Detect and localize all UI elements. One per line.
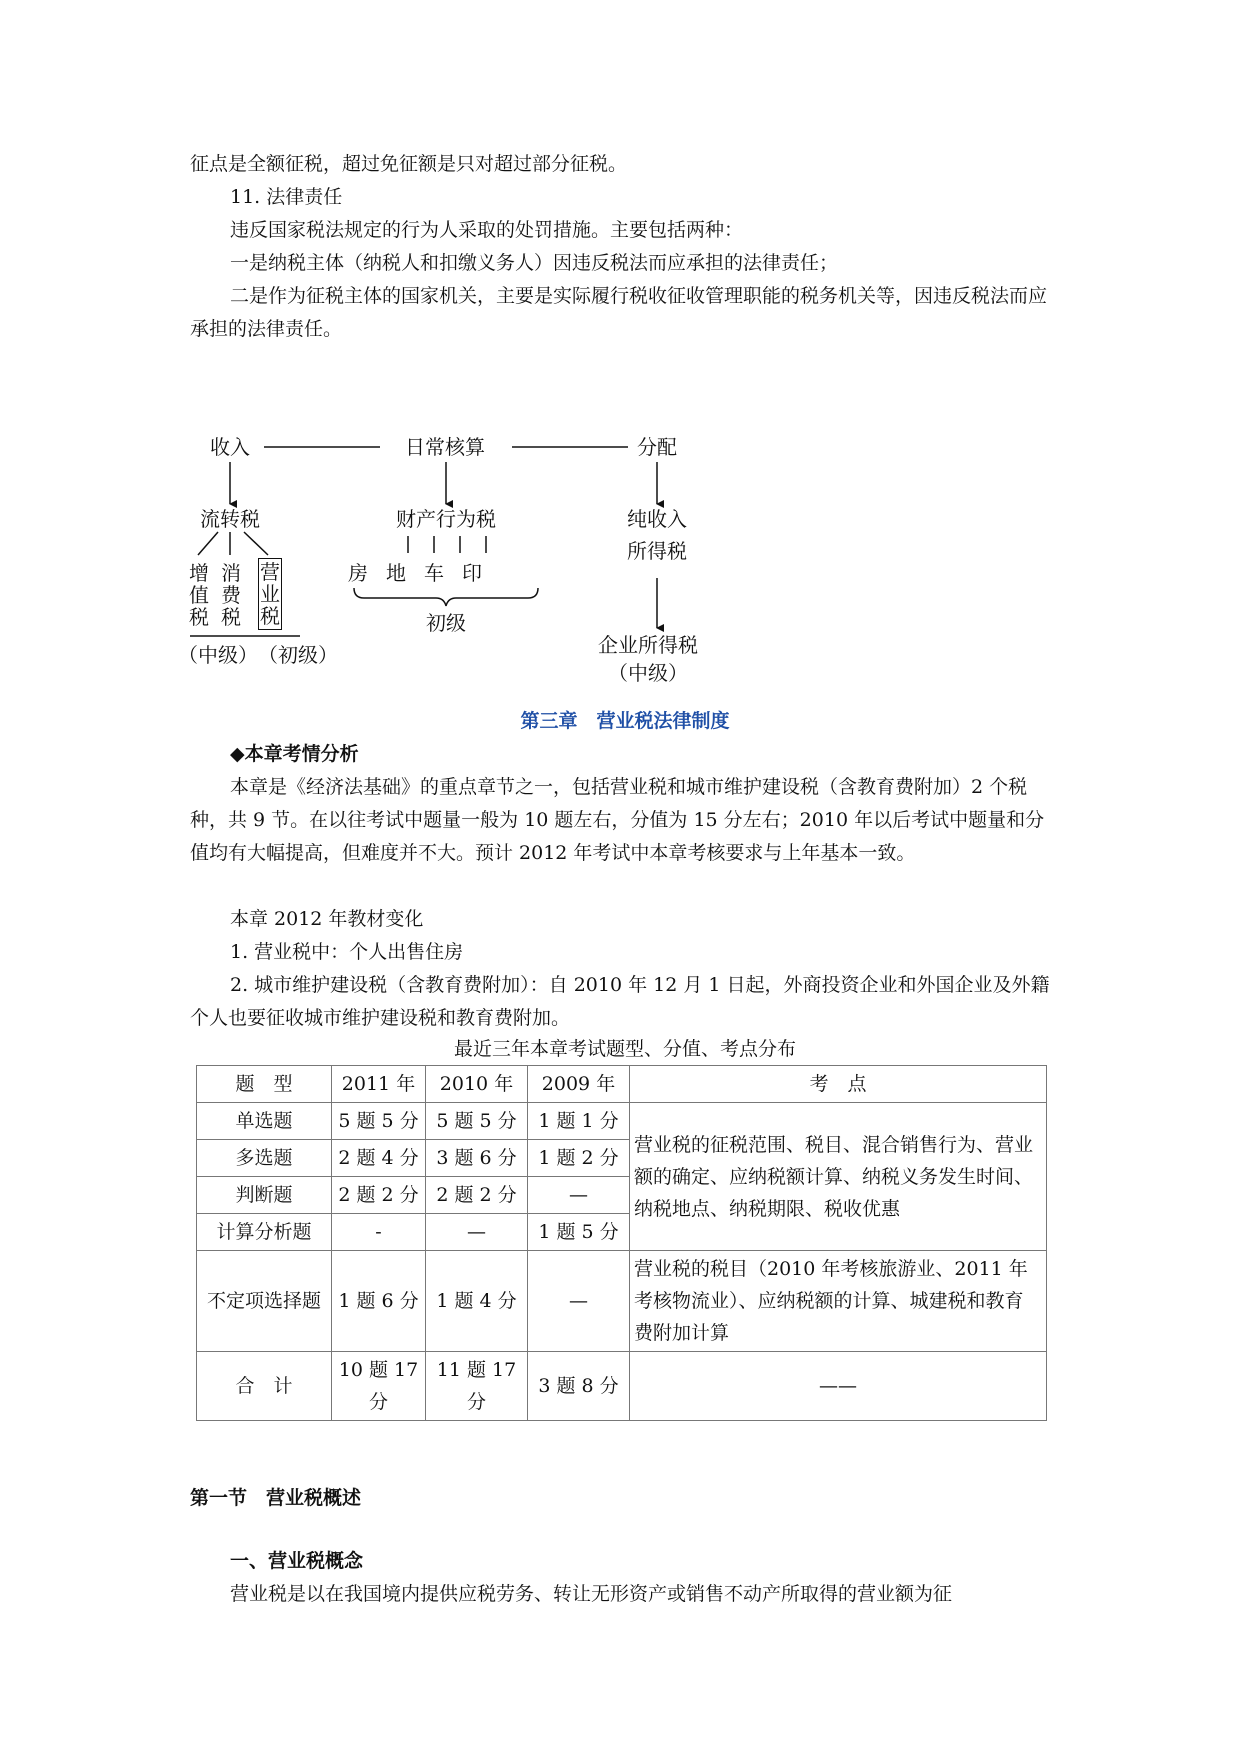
table-row: [197, 1352, 1047, 1421]
tax-classification-diagram: [178, 420, 750, 690]
table-cell: 1 题 2 分: [528, 1140, 630, 1177]
paragraph: 2. 城市维护建设税（含教育费附加）：自 2010 年 12 月 1 日起，外商投资企业和外国企业及外籍个人也要征收城市维护建设税和教育费附加。: [190, 974, 1050, 1029]
paragraph: 征点是全额征税，超过免征额是只对超过部分征税。: [190, 153, 628, 175]
header-cell: 2009 年: [528, 1066, 630, 1103]
label-business-tax: 营业税: [260, 560, 280, 628]
table-cell: —: [528, 1177, 630, 1214]
section-title: 第一节 营业税概述: [190, 1487, 362, 1509]
table-cell: —: [528, 1251, 630, 1352]
table-cell: 1 题 5 分: [528, 1214, 630, 1251]
label-intermediate-level-right: （中级）: [608, 661, 688, 685]
table-row: [197, 1103, 1047, 1140]
header-cell: 2011 年: [332, 1066, 426, 1103]
label-property-behavior-tax: 财产行为税: [396, 507, 496, 531]
table-cell: 合 计: [197, 1352, 332, 1421]
table-cell: 10 题 17 分: [332, 1352, 426, 1421]
label-house-tax: 房: [348, 561, 368, 585]
table-cell: 1 题 1 分: [528, 1103, 630, 1140]
table-cell: —: [426, 1214, 528, 1251]
paragraph: 违反国家税法规定的行为人采取的处罚措施。主要包括两种：: [230, 219, 744, 241]
table-cell: -: [332, 1214, 426, 1251]
table-header-row: [197, 1066, 1047, 1103]
label-daily-accounting: 日常核算: [405, 435, 485, 459]
table-cell: 2 题 2 分: [332, 1177, 426, 1214]
label-land-tax: 地: [386, 561, 406, 585]
exam-points-cell: 营业税的税目（2010 年考核旅游业、2011 年考核物流业）、应纳税额的计算、城建税和教育费附加计算: [630, 1251, 1047, 1352]
label-distribution: 分配: [637, 435, 677, 459]
section-heading: ◆本章考情分析: [230, 743, 359, 765]
label-consumption-tax: 消费税: [221, 561, 241, 629]
label-net-income: 纯收入: [627, 507, 687, 531]
label-corporate-income-tax: 企业所得税: [598, 633, 698, 657]
header-cell: 题 型: [197, 1066, 332, 1103]
table-cell: 1 题 4 分: [426, 1251, 528, 1352]
label-income: 收入: [210, 435, 250, 459]
table-cell: 5 题 5 分: [426, 1103, 528, 1140]
table-caption: 最近三年本章考试题型、分值、考点分布: [453, 1038, 796, 1060]
label-junior-level-left: （初级）: [258, 643, 338, 667]
paragraph: 本章 2012 年教材变化: [230, 908, 424, 930]
label-turnover-tax: 流转税: [200, 507, 260, 531]
table-cell: 11 题 17 分: [426, 1352, 528, 1421]
exam-points-cell: 营业税的征税范围、税目、混合销售行为、营业额的确定、应纳税额计算、纳税义务发生时间、纳税地点、纳税期限、税收优惠: [630, 1103, 1047, 1251]
table-cell: 不定项选择题: [197, 1251, 332, 1352]
table-cell: 2 题 4 分: [332, 1140, 426, 1177]
label-intermediate-level: （中级）: [178, 643, 258, 667]
paragraph: 11. 法律责任: [230, 186, 343, 208]
paragraph: 二是作为征税主体的国家机关，主要是实际履行税收征收管理职能的税务机关等，因违反税法而应承担的法律责任。: [190, 285, 1048, 340]
paragraph: 一是纳税主体（纳税人和扣缴义务人）因违反税法而应承担的法律责任；: [230, 252, 839, 274]
table-cell: ——: [630, 1352, 1047, 1421]
subsection-title: 一、营业税概念: [230, 1550, 364, 1572]
table-cell: 1 题 6 分: [332, 1251, 426, 1352]
exam-distribution-table: [196, 1065, 1047, 1421]
chapter-title: 第三章 营业税法律制度: [520, 710, 730, 732]
label-vat: 增值税: [189, 561, 209, 629]
label-vehicle-tax: 车: [424, 561, 444, 585]
header-cell: 考 点: [630, 1066, 1047, 1103]
table-cell: 5 题 5 分: [332, 1103, 426, 1140]
table-cell: 2 题 2 分: [426, 1177, 528, 1214]
table-cell: 多选题: [197, 1140, 332, 1177]
table-row: [197, 1251, 1047, 1352]
paragraph: 本章是《经济法基础》的重点章节之一，包括营业税和城市维护建设税（含教育费附加）2 个税种，共 9 节。在以往考试中题量一般为 10 题左右，分值为 15 分左右；2010 年以后考试中题量和分值均有大幅提高，但难度并不大。预计 2012 年考试中本章考核要求与上年基本一致。: [190, 776, 1045, 864]
table-cell: 计算分析题: [197, 1214, 332, 1251]
label-income-tax: 所得税: [627, 539, 687, 563]
header-cell: 2010 年: [426, 1066, 528, 1103]
table-cell: 3 题 8 分: [528, 1352, 630, 1421]
paragraph: 1. 营业税中：个人出售住房: [230, 941, 464, 963]
table-cell: 3 题 6 分: [426, 1140, 528, 1177]
table-cell: 判断题: [197, 1177, 332, 1214]
label-stamp-tax: 印: [462, 561, 482, 585]
label-junior-level: 初级: [426, 611, 466, 635]
table-cell: 单选题: [197, 1103, 332, 1140]
paragraph: 营业税是以在我国境内提供应税劳务、转让无形资产或销售不动产所取得的营业额为征: [230, 1583, 953, 1605]
